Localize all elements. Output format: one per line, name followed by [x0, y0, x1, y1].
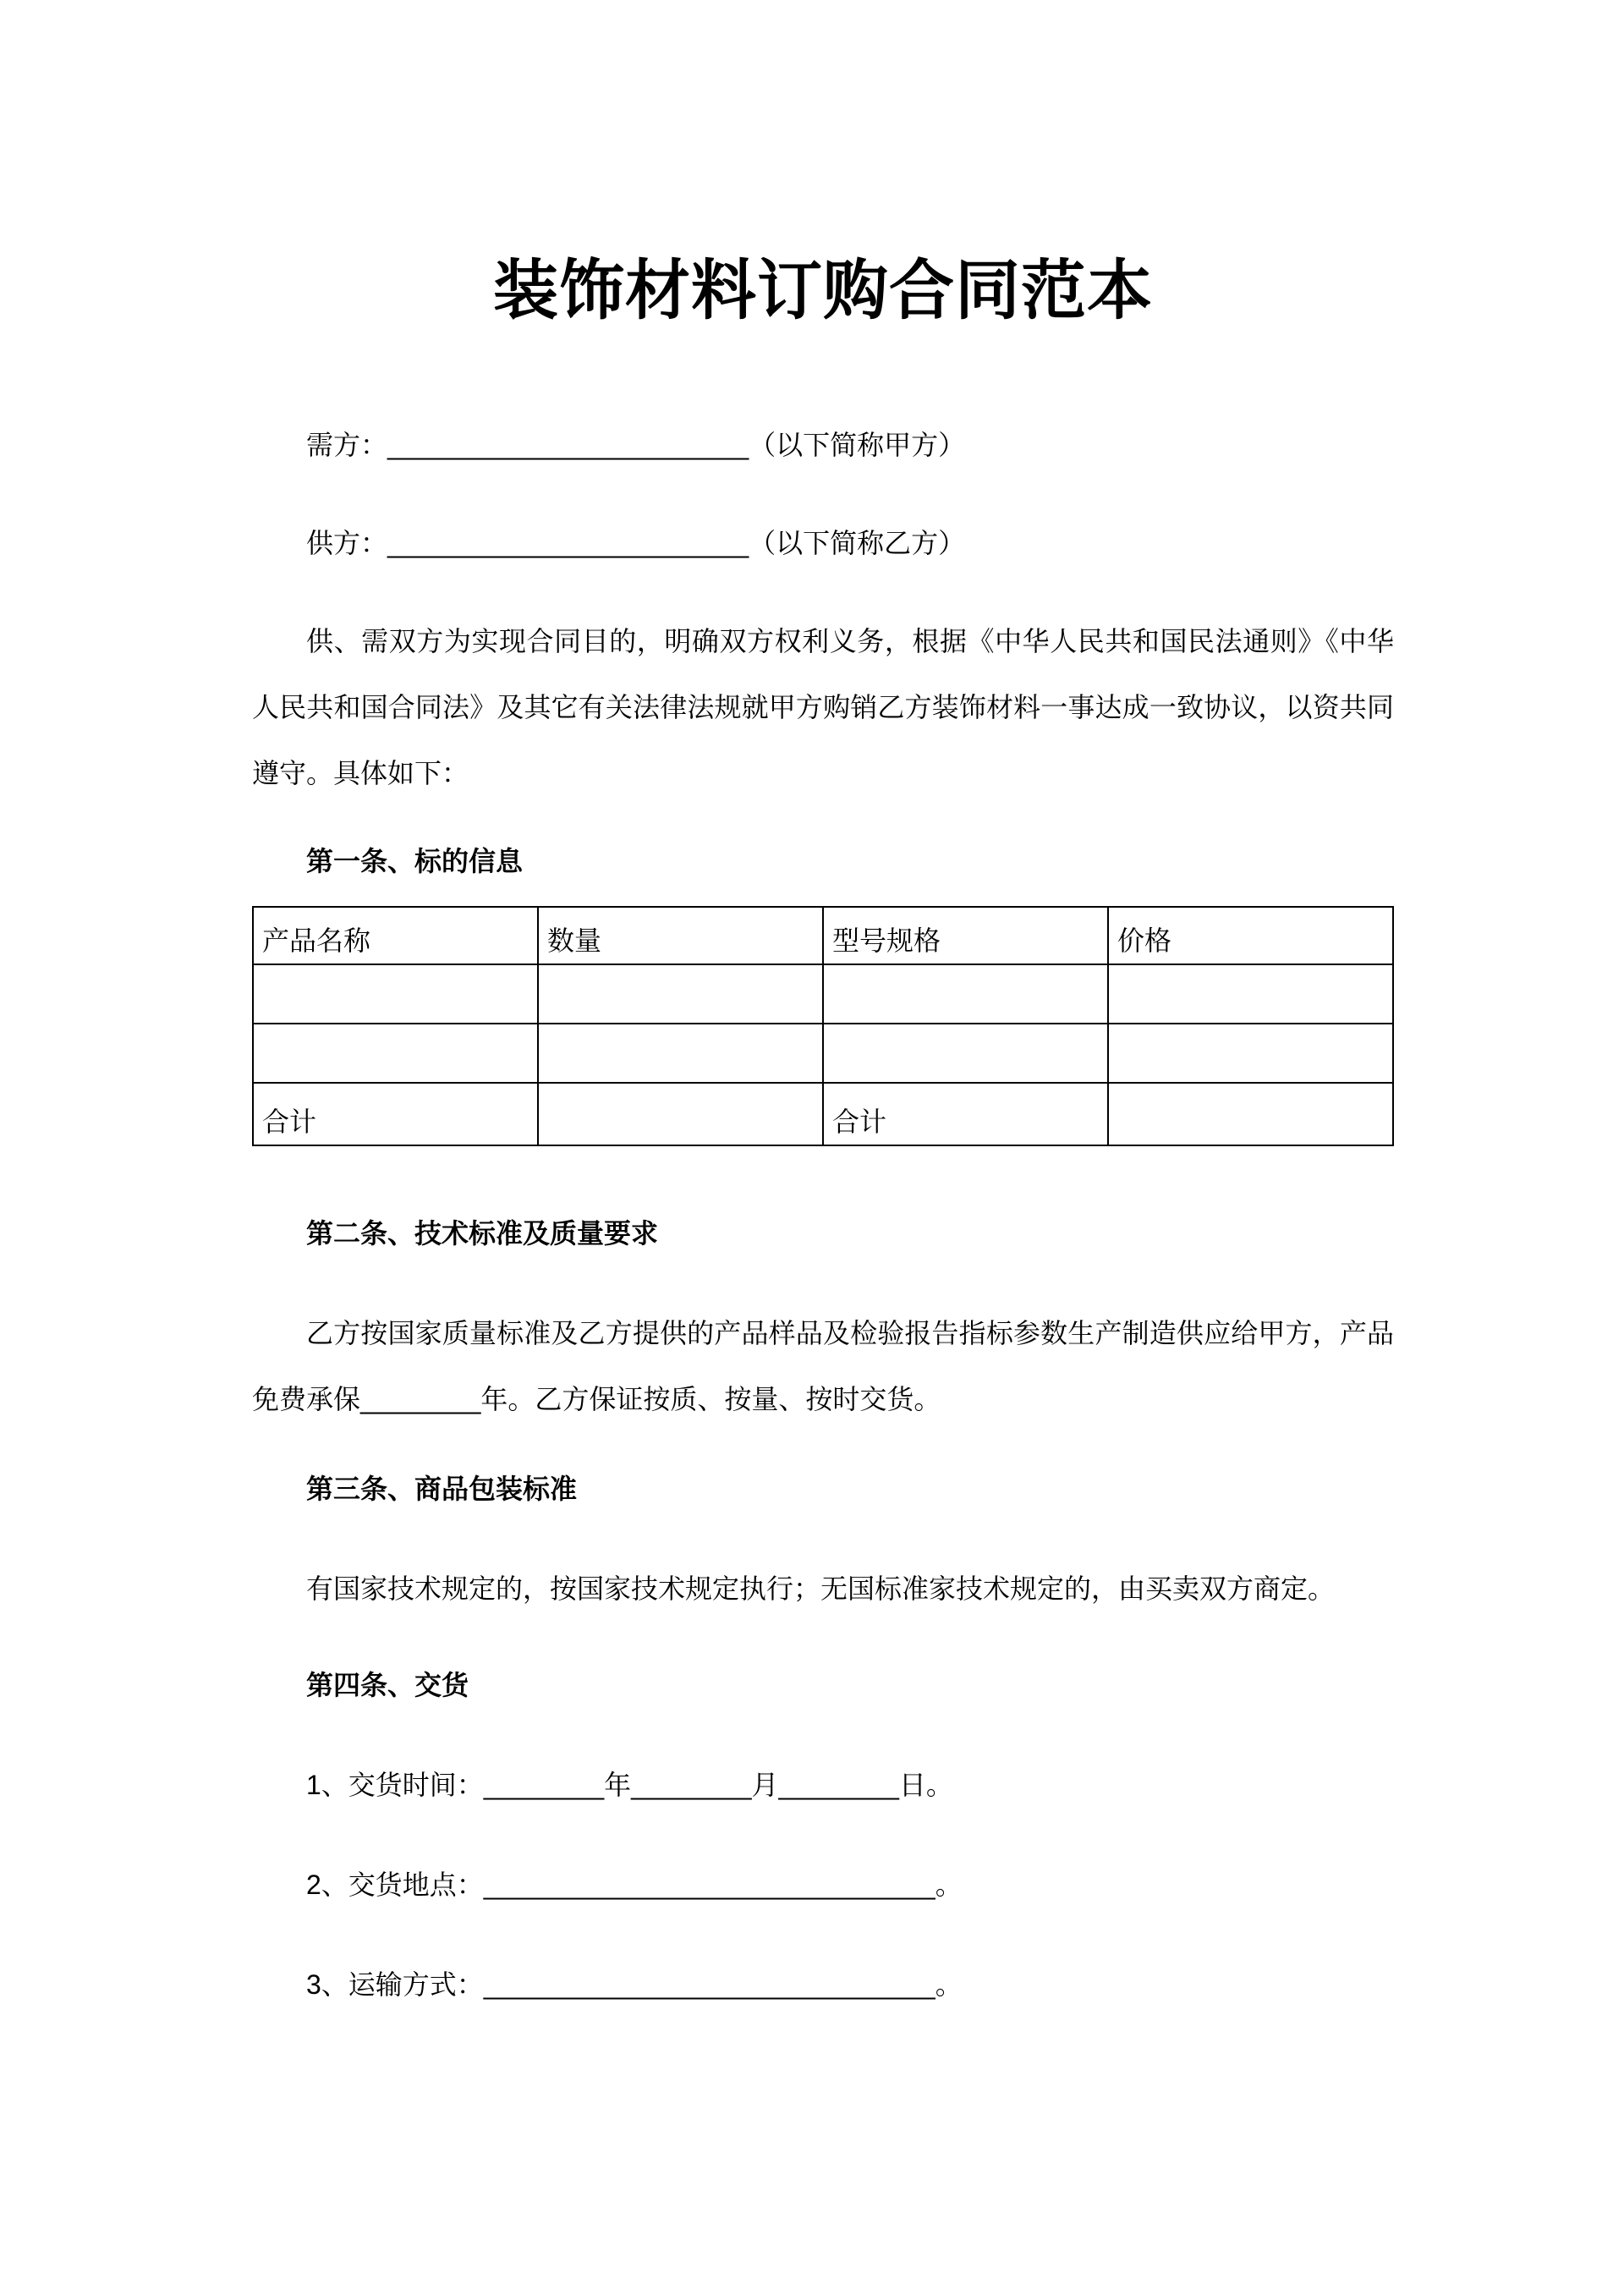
table-cell — [1108, 1024, 1393, 1083]
table-cell — [538, 1024, 823, 1083]
section-1-heading: 第一条、标的信息 — [306, 845, 524, 876]
table-cell — [1108, 1083, 1393, 1145]
document-title: 装饰材料订购合同范本 — [493, 255, 1153, 327]
table-header-cell-price: 价格 — [1108, 907, 1393, 964]
table-cell — [253, 1024, 538, 1083]
table-header-cell-quantity: 数量 — [538, 907, 823, 964]
table-total-row — [253, 1083, 1393, 1145]
table-cell — [538, 1083, 823, 1145]
table-row — [253, 1024, 1393, 1083]
section-3-paragraph: 有国家技术规定的，按国家技术规定执行；无国标准家技术规定的，由买卖双方商定。 — [306, 1573, 1336, 1604]
table-header-row — [253, 907, 1393, 964]
products-table — [252, 906, 1394, 1146]
party-b-line: 供方：________________________（以下简称乙方） — [306, 527, 966, 558]
table-cell — [1108, 964, 1393, 1024]
section-3-heading: 第三条、商品包装标准 — [306, 1473, 578, 1504]
table-cell-total-label: 合计 — [253, 1083, 538, 1145]
delivery-time-line: 1、交货时间：________年________月________日。 — [306, 1769, 953, 1800]
delivery-place-line: 2、交货地点：______________________________。 — [306, 1869, 963, 1900]
table-cell — [823, 964, 1108, 1024]
table-cell — [253, 964, 538, 1024]
table-cell — [823, 1024, 1108, 1083]
transport-method-line: 3、运输方式：______________________________。 — [306, 1968, 963, 2000]
table-header-cell-product-name: 产品名称 — [253, 907, 538, 964]
table-header-cell-model-spec: 型号规格 — [823, 907, 1108, 964]
section-4-heading: 第四条、交货 — [306, 1669, 469, 1700]
section-2-paragraph: 乙方按国家质量标准及乙方提供的产品样品及检验报告指标参数生产制造供应给甲方，产品免费承保________年。乙方保证按质、按量、按时交货。 — [252, 1317, 1394, 1414]
table-cell — [538, 964, 823, 1024]
table-cell-total-label: 合计 — [823, 1083, 1108, 1145]
party-a-line: 需方：________________________（以下简称甲方） — [306, 429, 966, 460]
table-row — [253, 964, 1393, 1024]
section-2-heading: 第二条、技术标准及质量要求 — [306, 1217, 659, 1249]
intro-paragraph: 供、需双方为实现合同目的，明确双方权利义务，根据《中华人民共和国民法通则》《中华人民共和国合同法》及其它有关法律法规就甲方购销乙方装饰材料一事达成一致协议，以资共同遵守。具体如下： — [252, 625, 1394, 788]
